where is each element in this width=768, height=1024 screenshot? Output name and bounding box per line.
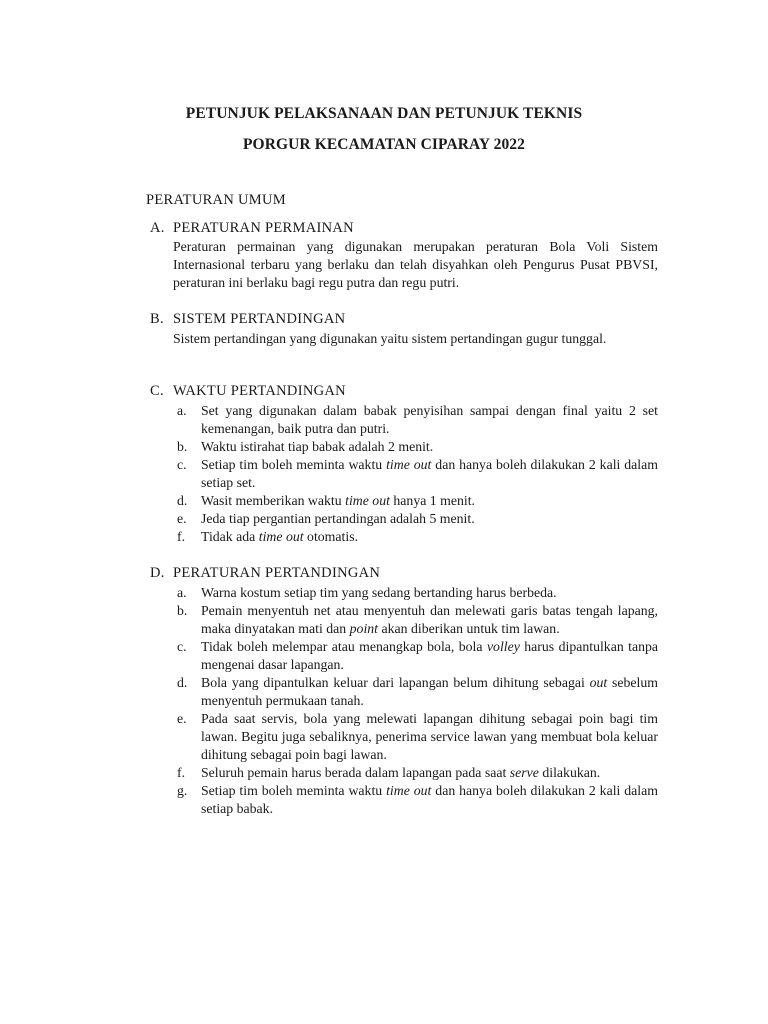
section-letter: D.	[150, 565, 165, 581]
list-item	[173, 674, 658, 710]
list-item	[173, 602, 658, 638]
list-marker: g.	[177, 783, 188, 798]
section-title: SISTEM PERTANDINGAN	[173, 311, 346, 327]
section-title: PERATURAN PERMAINAN	[173, 220, 354, 236]
list-text: Bola yang dipantulkan keluar dari lapangan belum dihitung sebagai	[201, 675, 590, 690]
list-text: Set yang digunakan dalam babak penyisihan sampai dengan final yaitu 2 set kemenangan, baik putra dan putri.	[201, 403, 658, 436]
list-marker: d.	[177, 493, 188, 508]
italic-term: out	[589, 675, 608, 690]
section-letter: A.	[150, 220, 165, 236]
list-text: Seluruh pemain harus berada dalam lapangan pada saat	[201, 765, 510, 780]
italic-term: point	[349, 621, 379, 636]
section-b-paragraph: Sistem pertandingan yang digunakan yaitu sistem pertandingan gugur tunggal.	[173, 331, 607, 346]
list-text: hanya 1 menit.	[389, 493, 476, 508]
list-marker: a.	[177, 585, 187, 600]
list-marker: f.	[177, 765, 186, 780]
section-letter: B.	[150, 311, 164, 327]
list-item	[173, 438, 658, 456]
section-letter: C.	[150, 383, 164, 399]
general-rules-heading: PERATURAN UMUM	[146, 192, 286, 208]
list-marker: f.	[177, 529, 186, 544]
section-c-list	[173, 402, 658, 546]
list-marker: e.	[177, 711, 187, 726]
list-item	[173, 528, 658, 546]
section-title: PERATURAN PERTANDINGAN	[173, 565, 381, 581]
list-text: Pemain menyentuh net atau menyentuh dan melewati garis batas tengah lapang, maka dinyatakan mati dan	[201, 603, 658, 636]
list-text: Setiap tim boleh meminta waktu	[201, 783, 387, 798]
list-item	[173, 492, 658, 510]
list-item	[173, 584, 658, 602]
italic-term: serve	[509, 765, 539, 780]
list-text: Wasit memberikan waktu	[201, 493, 346, 508]
italic-term: volley	[486, 639, 520, 654]
list-item	[173, 710, 658, 764]
list-item	[173, 456, 658, 492]
list-text: Setiap tim boleh meminta waktu	[201, 457, 387, 472]
list-text: akan diberikan untuk tim lawan.	[378, 621, 560, 636]
list-marker: e.	[177, 511, 187, 526]
list-marker: d.	[177, 675, 188, 690]
list-text: otomatis.	[303, 529, 359, 544]
list-text: harus dipantulkan tanpa mengenai dasar lapangan.	[201, 639, 659, 672]
list-item	[173, 764, 658, 782]
list-marker: c.	[177, 639, 187, 654]
list-marker: b.	[177, 439, 188, 454]
document-title: PETUNJUK PELAKSANAAN DAN PETUNJUK TEKNIS	[185, 105, 583, 122]
list-text: dan hanya boleh dilakukan 2 kali dalam setiap set.	[201, 457, 658, 490]
section-b-heading	[150, 311, 345, 328]
list-item	[173, 782, 658, 818]
section-c-heading	[150, 383, 346, 400]
section-d-heading	[150, 565, 380, 582]
document-subtitle: PORGUR KECAMATAN CIPARAY 2022	[242, 136, 526, 153]
section-d-list	[173, 584, 658, 818]
list-text: Pada saat servis, bola yang melewati lapangan dihitung sebagai poin bagi tim lawan. Begitu juga sebaliknya, penerima service lawan yang membuat bola keluar dihitung sebagai poin bagi lawan.	[201, 711, 658, 762]
list-text: dan hanya boleh dilakukan 2 kali dalam setiap babak.	[201, 783, 658, 816]
italic-term: time out	[386, 783, 432, 798]
list-marker: a.	[177, 403, 187, 418]
list-text: Jeda tiap pergantian pertandingan adalah 5 menit.	[201, 511, 475, 526]
section-a-heading	[150, 220, 354, 237]
italic-term: time out	[386, 457, 432, 472]
list-marker: c.	[177, 457, 187, 472]
list-text: Tidak boleh melempar atau menangkap bola, bola	[201, 639, 487, 654]
list-item	[173, 402, 658, 438]
italic-term: time out	[345, 493, 390, 508]
list-marker: b.	[177, 603, 188, 618]
section-a-paragraph: Peraturan permainan yang digunakan merupakan peraturan Bola Voli Sistem Internasional terbaru yang berlaku dan telah disyahkan oleh Pengurus Pusat PBVSI, peraturan ini berlaku bagi regu putra dan regu putri.	[173, 239, 658, 290]
list-item	[173, 638, 658, 674]
section-title: WAKTU PERTANDINGAN	[173, 383, 346, 399]
list-text: Waktu istirahat tiap babak adalah 2 menit.	[201, 439, 434, 454]
italic-term: time out	[258, 529, 304, 544]
list-text: sebelum menyentuh permukaan tanah.	[201, 675, 658, 708]
list-text: Tidak ada	[201, 529, 259, 544]
list-text: dilakukan.	[538, 765, 601, 780]
list-item	[173, 510, 658, 528]
list-text: Warna kostum setiap tim yang sedang bertanding harus berbeda.	[201, 585, 557, 600]
